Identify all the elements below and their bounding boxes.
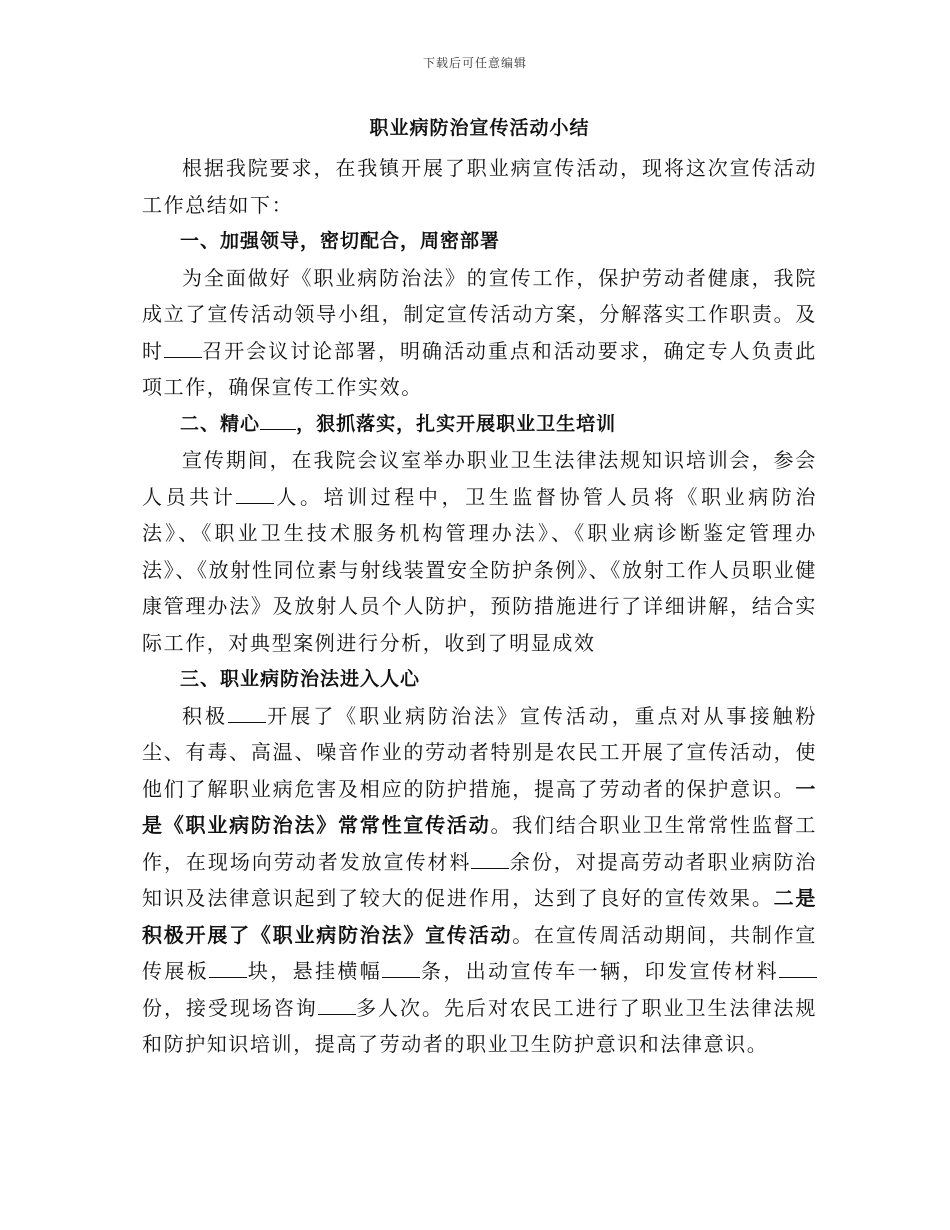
section1-paragraph bbox=[142, 260, 817, 406]
section3-bold-point-2: 二是积极开展了《职业病防治法》宣传活动 bbox=[142, 886, 818, 947]
fill-blank bbox=[228, 704, 266, 723]
section1-heading: 一、加强领导，密切配合，周密部署 bbox=[180, 230, 501, 252]
section2-text-a: 宣传期间，在我院会议室举办职业卫生法律法规知识培训会，参会人员共计 bbox=[142, 448, 817, 509]
fill-blank bbox=[471, 850, 509, 869]
section3-text-a: 积极 bbox=[182, 703, 228, 728]
section3-text-c: 。我们结合职业卫生常常性监督工作，在现场向劳动者发放宣传材料 bbox=[142, 813, 817, 874]
section3-text-d: 余份，对提高劳动者职业病防治知识及法律意识起到了较大的促进作用，达到了良好的宣传效果。 bbox=[142, 849, 817, 910]
section3-bold-point-1: 一是《职业病防治法》常常性宣传活动 bbox=[142, 776, 817, 837]
section1-text-a: 为全面做好《职业病防治法》的宣传工作，保护劳动者健康，我院成立了宣传活动领导小组，制定宣传活动方案，分解落实工作职责。及时 bbox=[142, 265, 817, 363]
section1-text-b: 召开会议讨论部署，明确活动重点和活动要求，确定专人负责此项工作，确保宣传工作实效。 bbox=[142, 338, 817, 399]
intro-paragraph: 根据我院要求，在我镇开展了职业病宣传活动，现将这次宣传活动工作总结如下： bbox=[142, 156, 817, 217]
section3-paragraph bbox=[142, 698, 817, 1063]
section2-text-b: 人。培训过程中，卫生监督协管人员将《职业病防治法》、《职业卫生技术服务机构管理办法》、《职业病诊断鉴定管理办法》、《放射性同位素与射线装置安全防护条例》、《放射工作人员职业健康管理办法》及放射人员个人防护，预防措施进行了详细讲解，结合实际工作，对典型案例进行分析，收到了明显成效 bbox=[142, 484, 817, 655]
section2-heading bbox=[142, 406, 817, 443]
document-body bbox=[142, 112, 817, 1063]
section2-heading-b: ，狠抓落实，扎实开展职业卫生培训 bbox=[296, 412, 617, 435]
section2-heading-a: 二、精心 bbox=[180, 412, 261, 435]
fill-blank bbox=[164, 339, 202, 358]
fill-blank bbox=[779, 959, 817, 978]
section3-text-b: 开展了《职业病防治法》宣传活动，重点对从事接触粉尘、有毒、高温、噪音作业的劳动者特别是农民工开展了宣传活动，使他们了解职业病危害及相应的防护措施，提高了劳动者的保护意识。 bbox=[142, 703, 818, 801]
fill-blank bbox=[382, 959, 420, 978]
section3-text-h: 份，接受现场咨询 bbox=[142, 995, 318, 1020]
section3-heading: 三、职业病防治法进入人心 bbox=[180, 668, 421, 690]
section2-paragraph bbox=[142, 442, 817, 661]
fill-blank bbox=[260, 411, 296, 429]
section3-text-e: 。在宣传周活动期间，共制作宣传展板 bbox=[142, 922, 818, 983]
fill-blank bbox=[236, 485, 274, 504]
fill-blank bbox=[209, 959, 247, 978]
section3-text-f: 块，悬挂横幅 bbox=[247, 959, 383, 983]
fill-blank bbox=[318, 996, 356, 1015]
document-title: 职业病防治宣传活动小结 bbox=[369, 117, 590, 139]
section3-text-g: 条，出动宣传车一辆，印发宣传材料 bbox=[420, 959, 779, 983]
header-note: 下载后可任意编辑 bbox=[422, 56, 527, 70]
section3-text-i: 多人次。先后对农民工进行了职业卫生法律法规和防护知识培训，提高了劳动者的职业卫生防护意识和法律意识。 bbox=[142, 995, 817, 1056]
